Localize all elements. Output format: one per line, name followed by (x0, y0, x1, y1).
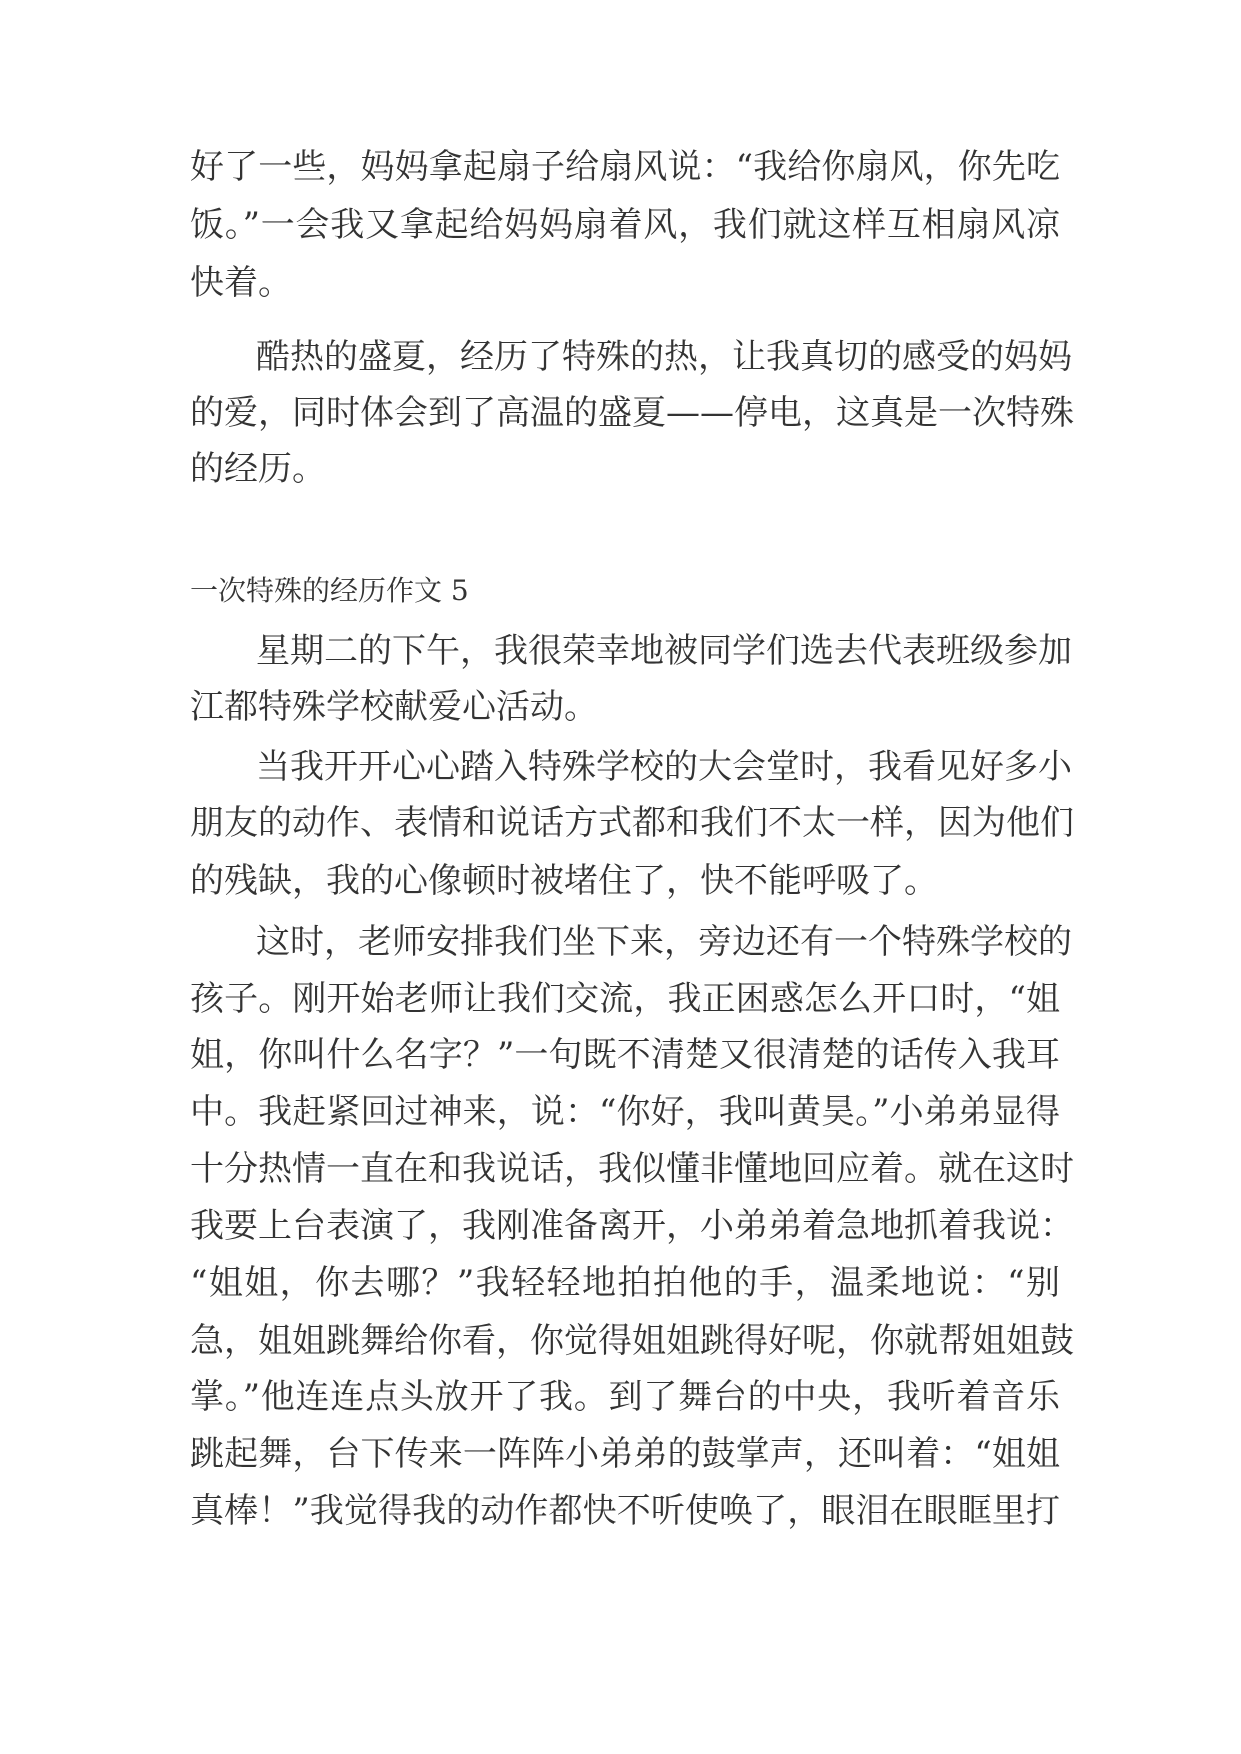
paragraph-2-line-1: 酷热的盛夏，经历了特殊的热，让我真切的感受的妈妈 (256, 337, 1072, 377)
paragraph-2-line-3: 的经历。 (190, 449, 326, 489)
paragraph-1-line-2: 饭。”一会我又拿起给妈妈扇着风，我们就这样互相扇风凉 (190, 205, 1060, 245)
paragraph-1-line-3: 快着。 (190, 263, 292, 303)
paragraph-5-line-11: 真棒！”我觉得我的动作都快不听使唤了，眼泪在眼眶里打 (190, 1491, 1060, 1531)
paragraph-5-line-9: 掌。”他连连点头放开了我。到了舞台的中央，我听着音乐 (190, 1377, 1060, 1417)
section-heading: 一次特殊的经历作文 5 (190, 574, 469, 607)
paragraph-5-line-10: 跳起舞，台下传来一阵阵小弟弟的鼓掌声，还叫着：“姐姐 (190, 1434, 1060, 1474)
paragraph-5-line-4: 中。我赶紧回过神来，说：“你好，我叫黄昊。”小弟弟显得 (190, 1092, 1060, 1132)
paragraph-1-line-1: 好了一些，妈妈拿起扇子给扇风说：“我给你扇风，你先吃 (190, 147, 1060, 187)
paragraph-3-line-2: 江都特殊学校献爱心活动。 (190, 687, 598, 727)
paragraph-5-line-6: 我要上台表演了，我刚准备离开，小弟弟着急地抓着我说： (190, 1206, 1074, 1246)
paragraph-5-line-1: 这时，老师安排我们坐下来，旁边还有一个特殊学校的 (256, 922, 1072, 962)
paragraph-5-line-7: “姐姐，你去哪？”我轻轻地拍拍他的手，温柔地说：“别 (190, 1263, 1060, 1303)
paragraph-2-line-2: 的爱，同时体会到了高温的盛夏——停电，这真是一次特殊 (190, 393, 1074, 433)
paragraph-4-line-3: 的残缺，我的心像顿时被堵住了，快不能呼吸了。 (190, 861, 938, 901)
paragraph-5-line-3: 姐，你叫什么名字？”一句既不清楚又很清楚的话传入我耳 (190, 1035, 1060, 1075)
paragraph-5-line-5: 十分热情一直在和我说话，我似懂非懂地回应着。就在这时 (190, 1149, 1074, 1189)
paragraph-5-line-8: 急，姐姐跳舞给你看，你觉得姐姐跳得好呢，你就帮姐姐鼓 (190, 1321, 1074, 1361)
paragraph-5-line-2: 孩子。刚开始老师让我们交流，我正困惑怎么开口时，“姐 (190, 979, 1060, 1019)
paragraph-4-line-1: 当我开开心心踏入特殊学校的大会堂时，我看见好多小 (256, 747, 1072, 787)
paragraph-3-line-1: 星期二的下午，我很荣幸地被同学们选去代表班级参加 (256, 631, 1072, 671)
paragraph-4-line-2: 朋友的动作、表情和说话方式都和我们不太一样，因为他们 (190, 803, 1074, 843)
